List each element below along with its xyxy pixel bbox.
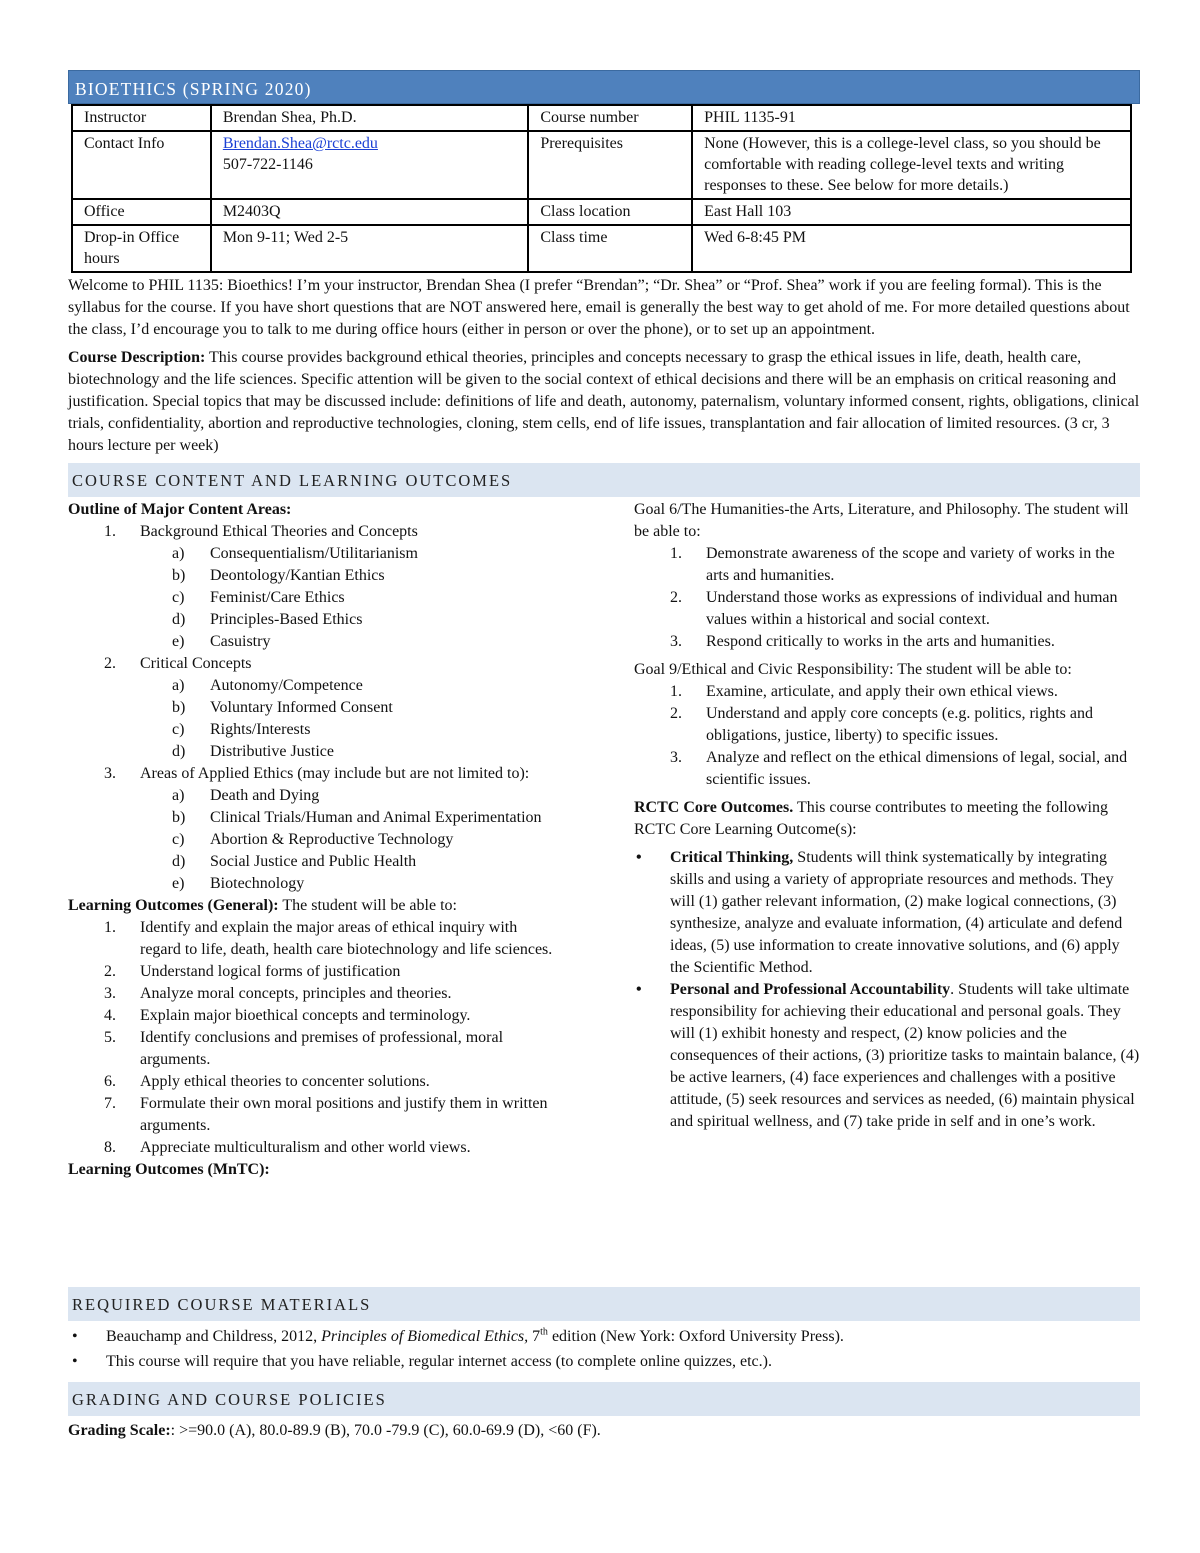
list-label: Appreciate multiculturalism and other world views. <box>140 1139 471 1156</box>
list-number: 3. <box>670 749 682 766</box>
list-label: Understand logical forms of justification <box>140 963 401 980</box>
location-label: Class location <box>528 199 692 225</box>
bullet-icon: • <box>72 1328 78 1345</box>
list-item <box>634 703 1140 747</box>
list-label: Understand those works as expressions of individual and human values within a historical and social context. <box>706 589 1118 628</box>
list-label: Explain major bioethical concepts and terminology. <box>140 1007 471 1024</box>
time-label: Class time <box>528 225 692 272</box>
list-label: Social Justice and Public Health <box>210 853 417 870</box>
list-number: 2. <box>670 589 682 606</box>
list-letter: e) <box>172 633 185 650</box>
content-columns <box>68 497 1140 1287</box>
list-number: 5. <box>104 1029 116 1046</box>
instructor-label: Instructor <box>72 105 211 131</box>
goal6-list <box>634 543 1140 653</box>
list-label: Autonomy/Competence <box>210 677 363 694</box>
outcomes-mntc-heading: Learning Outcomes (MnTC): <box>68 1161 270 1178</box>
list-label: Deontology/Kantian Ethics <box>210 567 385 584</box>
list-item <box>68 873 558 895</box>
list-letter: c) <box>172 831 185 848</box>
list-label: Distributive Justice <box>210 743 334 760</box>
book-title: Principles of Biomedical Ethics, <box>321 1328 529 1345</box>
table-row <box>72 105 1131 131</box>
list-number: 6. <box>104 1073 116 1090</box>
list-label: Voluntary Informed Consent <box>210 699 393 716</box>
list-label: Consequentialism/Utilitarianism <box>210 545 418 562</box>
list-label: Abortion & Reproductive Technology <box>210 831 454 848</box>
list-item <box>68 719 558 741</box>
list-number: 2. <box>104 655 116 672</box>
section-heading-grading: GRADING AND COURSE POLICIES <box>68 1382 1140 1416</box>
list-number: 1. <box>670 683 682 700</box>
list-letter: c) <box>172 589 185 606</box>
list-item <box>68 807 558 829</box>
grading-label: Grading Scale: <box>68 1422 171 1439</box>
list-number: 3. <box>104 985 116 1002</box>
office-value: M2403Q <box>211 199 529 225</box>
list-letter: a) <box>172 545 185 562</box>
list-label: Formulate their own moral positions and justify them in written arguments. <box>140 1095 548 1134</box>
list-item <box>634 747 1140 791</box>
list-label: Clinical Trials/Human and Animal Experimentation <box>210 809 542 826</box>
core-outcome-title: Critical Thinking, <box>670 849 794 866</box>
list-item <box>68 587 558 609</box>
list-letter: a) <box>172 787 185 804</box>
list-item <box>68 697 558 719</box>
list-label: Analyze moral concepts, principles and theories. <box>140 985 452 1002</box>
list-item <box>68 763 558 895</box>
table-row <box>72 225 1131 272</box>
outcomes-general-heading <box>68 895 558 917</box>
list-label: Feminist/Care Ethics <box>210 589 345 606</box>
list-item <box>68 521 558 653</box>
grading-scale <box>68 1420 1140 1442</box>
list-letter: d) <box>172 611 186 628</box>
email-link[interactable]: Brendan.Shea@rctc.edu <box>222 135 378 152</box>
list-item <box>68 609 558 631</box>
list-label: Casuistry <box>210 633 271 650</box>
core-outcomes-heading <box>634 797 1140 841</box>
list-item <box>634 631 1140 653</box>
list-letter: a) <box>172 677 185 694</box>
list-letter: d) <box>172 743 186 760</box>
materials-list <box>68 1324 1140 1374</box>
list-item <box>68 631 558 653</box>
list-item <box>68 653 558 763</box>
list-label: Critical Concepts <box>140 655 252 672</box>
list-number: 3. <box>670 633 682 650</box>
section-heading-content: COURSE CONTENT AND LEARNING OUTCOMES <box>68 463 1140 497</box>
bullet-icon: • <box>72 1353 78 1370</box>
section-heading-materials: REQUIRED COURSE MATERIALS <box>68 1287 1140 1321</box>
description-label: Course Description: <box>68 349 206 366</box>
table-row <box>72 131 1131 199</box>
list-number: 1. <box>104 919 116 936</box>
core-outcome-text: Students will think systematically by integrating skills and using a variety of appropriate resources and methods. They will (1) gather relevant information, (2) make logical connections, (3) synthesize, analyze and evaluate information, (4) articulate and defend ideas, (5) use information to create innovative solutions, and (6) apply the Scientific Method. <box>670 849 1123 976</box>
prereq-label: Prerequisites <box>528 131 692 199</box>
list-label: Biotechnology <box>210 875 305 892</box>
intro-paragraph: Welcome to PHIL 1135: Bioethics! I’m your instructor, Brendan Shea (I prefer “Brendan”; “Dr. Shea” or “Prof. Shea” work if you are feeling formal). This is the syllabus for the course. If you have short questions that are NOT answered here, email is generally the best way to get ahold of me. For more detailed questions about the class, I’d encourage you to talk to me during office hours (either in person or over the phone), or to set up an appointment. <box>68 277 1130 338</box>
list-item <box>634 587 1140 631</box>
list-item: • Beauchamp and Childress, 2012, Principles of Biomedical Ethics, 7th edition (New York: Oxford University Press). <box>68 1324 1140 1349</box>
core-outcome-text: . Students will take ultimate responsibility for achieving their educational and personal goals. They will (1) exhibit honesty and respect, (2) know policies and the consequences of their actions, (3) prioritize tasks to maintain balance, (4) be active learners, (4) face experiences and challenges with a positive attitude, (5) seek resources and services as needed, (6) maintain physical and spiritual wellness, and (7) take pride in self and in one’s work. <box>670 981 1140 1130</box>
list-item <box>68 983 558 1005</box>
location-value: East Hall 103 <box>692 199 1131 225</box>
bullet-icon: • <box>636 849 642 866</box>
list-item <box>634 847 1140 979</box>
list-label: Apply ethical theories to concenter solutions. <box>140 1073 430 1090</box>
list-label: Examine, articulate, and apply their own ethical views. <box>706 683 1058 700</box>
list-number: 2. <box>104 963 116 980</box>
right-column <box>634 497 1140 1133</box>
list-item <box>68 1137 558 1159</box>
table-row <box>72 199 1131 225</box>
list-item <box>68 1027 558 1071</box>
goal6-heading: Goal 6/The Humanities-the Arts, Literature, and Philosophy. The student will be able to: <box>634 501 1129 540</box>
list-letter: b) <box>172 699 186 716</box>
list-item <box>634 543 1140 587</box>
list-label: Rights/Interests <box>210 721 311 738</box>
dropin-value: Mon 9-11; Wed 2-5 <box>211 225 529 272</box>
list-letter: e) <box>172 875 185 892</box>
list-item <box>68 917 558 961</box>
list-label: Background Ethical Theories and Concepts <box>140 523 418 540</box>
course-number-label: Course number <box>528 105 692 131</box>
outline-heading: Outline of Major Content Areas: <box>68 501 292 518</box>
list-item <box>68 675 558 697</box>
list-number: 2. <box>670 705 682 722</box>
course-number-value: PHIL 1135-91 <box>692 105 1131 131</box>
list-item <box>68 565 558 587</box>
list-number: 8. <box>104 1139 116 1156</box>
office-label: Office <box>72 199 211 225</box>
left-column <box>68 497 558 1181</box>
list-item <box>68 785 558 807</box>
list-letter: b) <box>172 567 186 584</box>
list-item: • This course will require that you have reliable, regular internet access (to complete online quizzes, etc.). <box>68 1349 1140 1374</box>
sub-list <box>140 675 558 763</box>
contact-label: Contact Info <box>72 131 211 199</box>
course-info-table <box>71 104 1132 273</box>
core-outcome-title: Personal and Professional Accountability <box>670 981 951 998</box>
list-label: Analyze and reflect on the ethical dimensions of legal, social, and scientific issues. <box>706 749 1128 788</box>
list-item <box>68 741 558 763</box>
list-label: Death and Dying <box>210 787 320 804</box>
list-item <box>634 681 1140 703</box>
outline-list <box>68 521 558 895</box>
goal9-heading: Goal 9/Ethical and Civic Responsibility: The student will be able to: <box>634 661 1072 678</box>
prereq-value: None (However, this is a college-level class, so you should be comfortable with reading college-level texts and writing responses to these. See below for more details.) <box>692 131 1131 199</box>
list-label: Identify and explain the major areas of ethical inquiry with regard to life, death, health care biotechnology and life sciences. <box>140 919 553 958</box>
list-item <box>68 829 558 851</box>
sub-list <box>140 543 558 653</box>
outcomes-general-label: Learning Outcomes (General): <box>68 897 279 914</box>
list-label: Respond critically to works in the arts and humanities. <box>706 633 1055 650</box>
document-title: BIOETHICS (SPRING 2020) <box>68 70 1140 104</box>
list-label: Demonstrate awareness of the scope and variety of works in the arts and humanities. <box>706 545 1115 584</box>
time-value: Wed 6-8:45 PM <box>692 225 1131 272</box>
course-description <box>68 347 1140 457</box>
list-letter: d) <box>172 853 186 870</box>
list-number: 1. <box>670 545 682 562</box>
list-number: 4. <box>104 1007 116 1024</box>
list-item <box>634 979 1140 1133</box>
bullet-icon: • <box>636 981 642 998</box>
dropin-label: Drop-in Office hours <box>72 225 211 272</box>
list-item <box>68 1071 558 1093</box>
instructor-value: Brendan Shea, Ph.D. <box>211 105 529 131</box>
list-label: Understand and apply core concepts (e.g. politics, rights and obligations, justice, liberty) to specific issues. <box>706 705 1093 744</box>
list-letter: c) <box>172 721 185 738</box>
description-text: This course provides background ethical theories, principles and concepts necessary to grasp the ethical issues in life, death, health care, biotechnology and the life sciences. Specific attention will be given to the social context of ethical decisions and there will be an emphasis on critical reasoning and justification. Special topics that may be discussed include: definitions of life and death, autonomy, paternalism, voluntary informed consent, rights, obligations, clinical trials, confidentiality, abortion and reproductive technologies, cloning, stem cells, end of life issues, transplantation and fair allocation of limited resources. (3 cr, 3 hours lecture per week) <box>68 349 1140 454</box>
list-number: 1. <box>104 523 116 540</box>
list-item <box>68 543 558 565</box>
list-number: 3. <box>104 765 116 782</box>
sub-list <box>140 785 558 895</box>
outcomes-general-list <box>68 917 558 1159</box>
list-number: 7. <box>104 1095 116 1112</box>
grading-text: : >=90.0 (A), 80.0-89.9 (B), 70.0 -79.9 (C), 60.0-69.9 (D), <60 (F). <box>170 1422 601 1439</box>
list-item <box>68 851 558 873</box>
list-item <box>68 961 558 983</box>
core-label: RCTC Core Outcomes. <box>634 799 794 816</box>
list-label: Principles-Based Ethics <box>210 611 363 628</box>
list-letter: b) <box>172 809 186 826</box>
core-lead: This course contributes to meeting the following RCTC Core Learning Outcome(s): <box>634 799 1108 838</box>
contact-value <box>211 131 529 199</box>
list-label: Identify conclusions and premises of professional, moral arguments. <box>140 1029 504 1068</box>
list-item <box>68 1093 558 1137</box>
list-item <box>68 1005 558 1027</box>
list-label: Areas of Applied Ethics (may include but are not limited to): <box>140 765 530 782</box>
syllabus-page <box>68 70 1140 1442</box>
goal9-list <box>634 681 1140 791</box>
phone-number: 507-722-1146 <box>222 156 313 173</box>
core-outcomes-list <box>634 847 1140 1133</box>
outcomes-general-lead: The student will be able to: <box>278 897 457 914</box>
